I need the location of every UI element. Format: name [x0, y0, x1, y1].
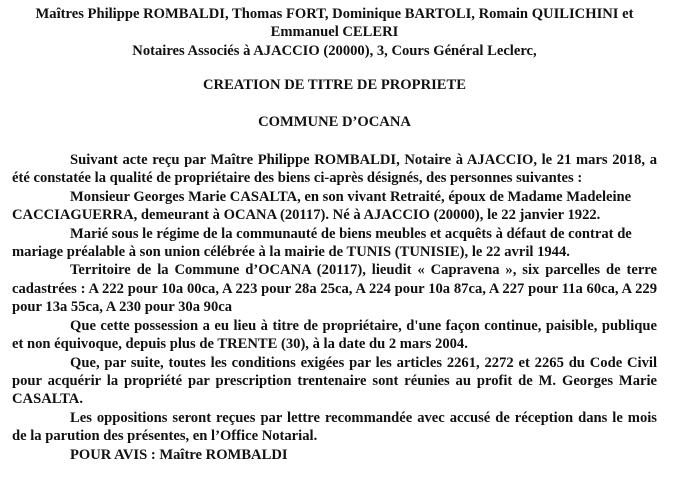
notaries-names-continued: Emmanuel CELERI: [270, 24, 399, 41]
notaries-names: Maîtres Philippe ROMBALDI, Thomas FORT, Dominique BARTOLI, Romain QUILICHINI et: [35, 6, 634, 22]
notaries-header: [12, 5, 657, 60]
paragraph-parcels: Territoire de la Commune d’OCANA (20117), lieudit « Capravena », six parcelles de terre cadastrées : A 222 pour 10a 00ca, A 223 pour 28a 25ca, A 224 pour 10a 87ca, A 227 pour 11a 60ca, A 229 pour 13a 55ca, A 230 pour 30a 90ca: [12, 262, 657, 316]
paragraph-possession: Que cette possession a eu lieu à titre de propriétaire, d'une façon continue, paisible, publique et non équivoque, depuis plus de TRENTE (30), à la date du 2 mars 2004.: [12, 317, 657, 353]
notice-title: CREATION DE TITRE DE PROPRIETE: [202, 77, 466, 94]
signature: POUR AVIS : Maître ROMBALDI: [70, 446, 288, 463]
paragraph-owner: Monsieur Georges Marie CASALTA, en son vivant Retraité, époux de Madame Madeleine CACCIAGUERRA, demeurant à OCANA (20117). Né à AJACCIO (20000), le 22 janvier 1922.: [12, 188, 632, 224]
paragraph-conditions: Que, par suite, toutes les conditions exigées par les articles 2261, 2272 et 2265 du Code Civil pour acquérir la propriété par prescription trentenaire sont réunies au profit de M. Georges Marie CASALTA.: [12, 354, 657, 408]
paragraph-deed: Suivant acte reçu par Maître Philippe ROMBALDI, Notaire à AJACCIO, le 21 mars 2018, a été constatée la qualité de propriétaire des biens ci-après désignés, des personnes suivantes :: [12, 152, 657, 187]
commune-heading: COMMUNE D’OCANA: [258, 113, 411, 130]
paragraph-oppositions: Les oppositions seront reçues par lettre recommandée avec accusé de réception dans le mois de la parution des présentes, en l’Office Notarial.: [12, 409, 657, 445]
paragraph-marriage: Marié sous le régime de la communauté de biens meubles et acquêts à défaut de contrat de mariage préalable à son union célébrée à la mairie de TUNIS (TUNISIE), le 22 avril 1944.: [12, 225, 632, 261]
notaries-address: Notaires Associés à AJACCIO (20000), 3, Cours Général Leclerc,: [132, 42, 537, 59]
